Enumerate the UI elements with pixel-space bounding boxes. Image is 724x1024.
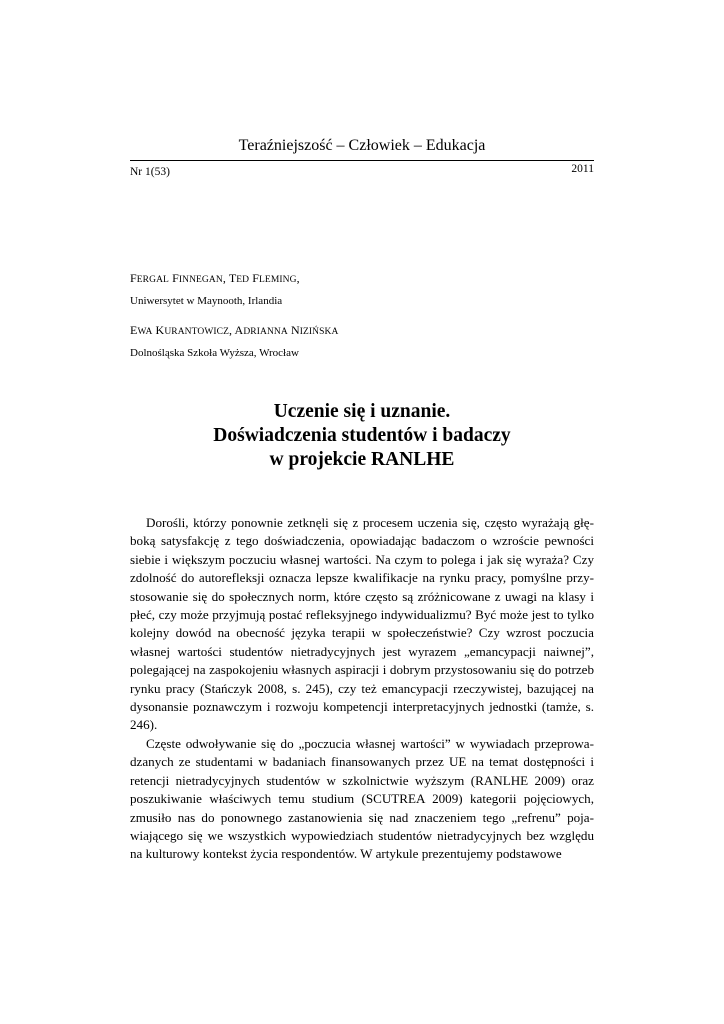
author-last-initial: F xyxy=(252,271,260,285)
author-first-initial: A xyxy=(234,323,244,337)
author-last-rest: LEMING xyxy=(259,275,297,285)
author-last-rest: URANTOWICZ xyxy=(164,327,229,337)
author-line-1: FERGAL FINNEGAN, TED FLEMING, xyxy=(130,271,300,285)
header-rule xyxy=(130,160,594,161)
body-paragraph: Częste odwoływanie się do „poczucia własnej wartości” w wywiadach przeprowadzanych ze studentami w badaniach finansowanych przez UE na temat dostępności i retencji nietradycyjnych studentów w szkolnictwie wyższym (RANLHE 2009) oraz poszukiwanie właściwych temu studium (SCUTREA 2009) kategorii pojęciowych, zmusiło nas do ponownego zastanowienia się nad znaczeniem tego „refrenu” pojawiającego się we wszystkich wypowiedziach studentów nietradycyjnych bez względu na kulturowy kontekst życia respondentów. W artykule prezentujemy podstawowe xyxy=(130,735,594,862)
author-first-initial: T xyxy=(228,271,237,285)
author-last-initial: K xyxy=(155,323,165,337)
author-last-initial: N xyxy=(290,323,300,337)
author-last-rest: INNEGAN xyxy=(178,275,223,285)
article-title xyxy=(130,400,594,472)
title-line: Doświadczenia studentów i badaczy xyxy=(213,425,511,446)
author-last-initial: F xyxy=(172,271,179,285)
title-line: w projekcie RANLHE xyxy=(269,449,455,470)
author-first-rest: ERGAL xyxy=(136,275,169,285)
author-last-rest: IZIŃSKA xyxy=(299,327,339,337)
article-body xyxy=(130,514,594,864)
body-paragraph: Dorośli, którzy ponownie zetknęli się z procesem uczenia się, często wyrażają głęboką satysfakcję z tego doświadczenia, opowiadając badaczom o wzroście pewności siebie i większym poczuciu własnej wartości. Na czym to polega i jak się wyraża? Czy zdolność do autorefleksji oznacza lepsze kwalifikacje na rynku pracy, pomyślne przystosowanie się do społecznych norm, które często są zróżnicowane z uwagi na klasy i płeć, czy może przyjmują postać refleksyjnego indywidualizmu? Być może jest to tylko kolejny dowód na obecność języka terapii w społeczeństwie? Czy wzrost poczucia własnej wartości studentów nietradycyjnych jest wyrazem „emancypacji naiwnej”, polegającej na zaspokojeniu własnych aspiracji i dobrym przystosowaniu się do potrzeb rynku pracy (Stańczyk 2008, s. 245), czy też emancypacji rzeczywistej, bazującej na dysonansie poznawczym i rozwoju kompetencji interpretacyjnych jednostki (tamże, s. 246). xyxy=(130,515,594,733)
author-first-initial: E xyxy=(130,323,138,337)
affiliation-2: Dolnośląska Szkoła Wyższa, Wrocław xyxy=(130,347,299,359)
author-first-rest: DRIANNA xyxy=(243,327,288,337)
author-first-initial: F xyxy=(130,271,137,285)
title-line: Uczenie się i uznanie. xyxy=(273,401,451,422)
issue-number: Nr 1(53) xyxy=(130,166,170,178)
author-first-rest: ED xyxy=(236,275,250,285)
journal-title: Teraźniejszość – Człowiek – Edukacja xyxy=(238,137,486,154)
affiliation-1: Uniwersytet w Maynooth, Irlandia xyxy=(130,295,283,307)
issue-year: 2011 xyxy=(571,163,594,175)
author-line-2: EWA KURANTOWICZ, ADRIANNA NIZIŃSKA xyxy=(130,323,339,337)
author-first-rest: WA xyxy=(137,327,153,337)
